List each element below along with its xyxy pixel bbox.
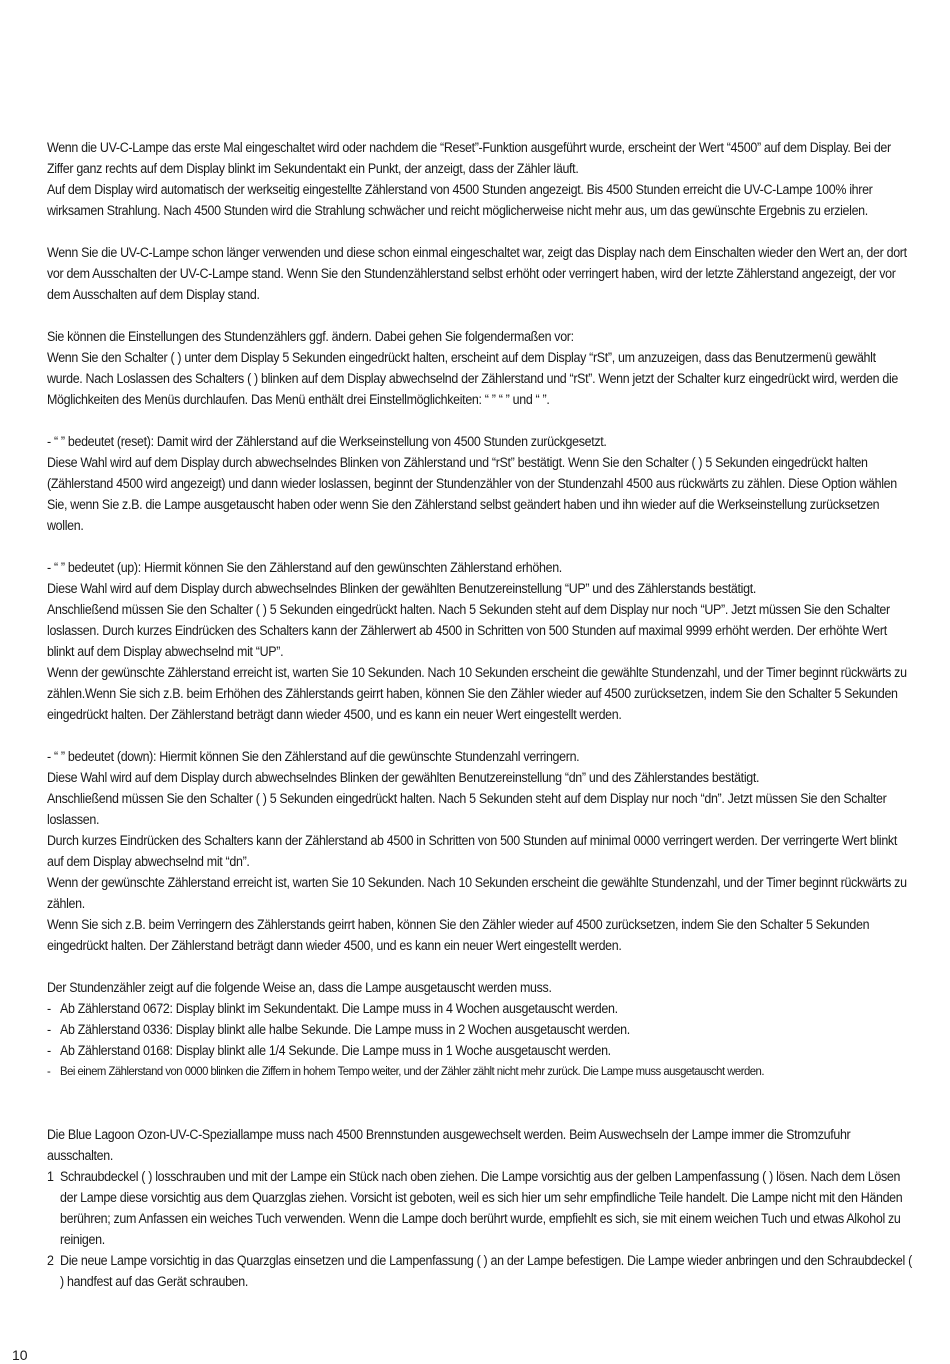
list-item-text: Bei einem Zählerstand von 0000 blinken die Ziffern in hohem Tempo weiter, und der Zähler zählt nicht mehr zurück. Die Lampe muss ausgetauscht werden.	[60, 1064, 765, 1078]
up-body-3: Wenn der gewünschte Zählerstand erreicht ist, warten Sie 10 Sekunden. Nach 10 Sekunden erscheint die gewählte Stundenzahl, und der Timer beginnt rückwärts zu zählen.Wenn Sie sich z.B. beim Erhöhen des Zählerstands geirrt haben, können Sie den Zähler wieder auf 4500 zurücksetzen, indem Sie den Schalter 5 Sekunden eingedrückt halten. Der Zählerstand beträgt dann wieder 4500, und es kann ein neuer Wert eingestellt werden.	[47, 665, 907, 722]
step-text: Die neue Lampe vorsichtig in das Quarzglas einsetzen und die Lampenfassung ( ) an der Lampe befestigen. Die Lampe wieder anbringen und den Schraubdeckel ( ) handfest auf das Gerät schrauben.	[60, 1253, 912, 1289]
lamp-change-steps	[47, 1166, 913, 1292]
down-body-4: Wenn der gewünschte Zählerstand erreicht ist, warten Sie 10 Sekunden. Nach 10 Sekunden erscheint die gewählte Stundenzahl, und der Timer beginnt rückwärts zu zählen.	[47, 875, 907, 911]
settings-paragraph-1: Sie können die Einstellungen des Stundenzählers ggf. ändern. Dabei gehen Sie folgendermaßen vor:	[47, 329, 574, 344]
list-item-text: Ab Zählerstand 0672: Display blinkt im Sekundentakt. Die Lampe muss in 4 Wochen ausgetauscht werden.	[60, 1001, 618, 1016]
replace-indicator-intro: Der Stundenzähler zeigt auf die folgende Weise an, dass die Lampe ausgetauscht werden muss.	[47, 980, 552, 995]
step-number: 1	[47, 1169, 54, 1184]
list-item-text: Ab Zählerstand 0336: Display blinkt alle halbe Sekunde. Die Lampe muss in 2 Wochen ausgetauscht werden.	[60, 1022, 630, 1037]
down-body-5: Wenn Sie sich z.B. beim Verringern des Zählerstands geirrt haben, können Sie den Zähler wieder auf 4500 zurücksetzen, indem Sie den Schalter 5 Sekunden eingedrückt halten. Der Zählerstand beträgt dann wieder 4500, und es kann ein neuer Wert eingestellt werden.	[47, 917, 870, 953]
list-item-text: Ab Zählerstand 0168: Display blinkt alle 1/4 Sekunde. Die Lampe muss in 1 Woche ausgetauscht werden.	[60, 1043, 611, 1058]
list-item: - Bei einem Zählerstand von 0000 blinken die Ziffern in hohem Tempo weiter, und der Zähler zählt nicht mehr zurück. Die Lampe muss ausgetauscht werden.	[47, 1064, 765, 1078]
list-item: - Ab Zählerstand 0672: Display blinkt im Sekundentakt. Die Lampe muss in 4 Wochen ausgetauscht werden.	[47, 1001, 618, 1016]
up-title: - “ ” bedeutet (up): Hiermit können Sie den Zählerstand auf den gewünschten Zählerstand erhöhen.	[47, 560, 562, 575]
settings-paragraph-2: Wenn Sie den Schalter ( ) unter dem Display 5 Sekunden eingedrückt halten, erscheint auf dem Display “rSt”, um anzuzeigen, dass das Benutzermenü gewählt wurde. Nach Loslassen des Schalters ( ) blinken auf dem Display abwechselnd der Zählerstand und “rSt”. Wenn jetzt der Schalter kurz eingedrückt wird, werden die Möglichkeiten des Menüs durchlaufen. Das Menü enthält drei Einstellmöglichkeiten: “ ” “ ” und “ ”.	[47, 350, 899, 407]
list-item: - Ab Zählerstand 0168: Display blinkt alle 1/4 Sekunde. Die Lampe muss in 1 Woche ausgetauscht werden.	[47, 1043, 611, 1058]
down-title: - “ ” bedeutet (down): Hiermit können Sie den Zählerstand auf die gewünschte Stundenzahl verringern.	[47, 749, 580, 764]
up-body-1: Diese Wahl wird auf dem Display durch abwechselndes Blinken der gewählten Benutzereinstellung “UP” und des Zählerstands bestätigt.	[47, 581, 756, 596]
down-body-3: Durch kurzes Eindrücken des Schalters kann der Zählerstand ab 4500 in Schritten von 500 Stunden auf minimal 0000 verringert werden. Der verringerte Wert blinkt auf dem Display abwechselnd mit “dn”.	[47, 833, 897, 869]
replace-indicator-list	[47, 998, 913, 1082]
down-body-2: Anschließend müssen Sie den Schalter ( ) 5 Sekunden eingedrückt halten. Nach 5 Sekunden steht auf dem Display nur noch “dn”. Jetzt müssen Sie den Schalter loslassen.	[47, 791, 887, 827]
down-body-1: Diese Wahl wird auf dem Display durch abwechselndes Blinken der gewählten Benutzereinstellung “dn” und des Zählerstandes bestätigt.	[47, 770, 760, 785]
list-item: - Ab Zählerstand 0336: Display blinkt alle halbe Sekunde. Die Lampe muss in 2 Wochen ausgetauscht werden.	[47, 1022, 630, 1037]
intro-paragraph-2: Auf dem Display wird automatisch der werkseitig eingestellte Zählerstand von 4500 Stunden angezeigt. Bis 4500 Stunden erreicht die UV-C-Lampe 100% ihrer wirksamen Strahlung. Nach 4500 Stunden wird die Strahlung schwächer und reicht möglicherweise nicht mehr aus, um das gewünschte Ergebnis zu erzielen.	[47, 182, 873, 218]
intro-paragraph-1: Wenn die UV-C-Lampe das erste Mal eingeschaltet wird oder nachdem die “Reset”-Funktion ausgeführt wurde, erscheint der Wert “4500” auf dem Display. Bei der Ziffer ganz rechts auf dem Display blinkt im Sekundentakt ein Punkt, der anzeigt, dass der Zähler läuft.	[47, 140, 891, 176]
up-body-2: Anschließend müssen Sie den Schalter ( ) 5 Sekunden eingedrückt halten. Nach 5 Sekunden steht auf dem Display nur noch “UP”. Jetzt müssen Sie den Schalter loslassen. Durch kurzes Eindrücken des Schalters kann der Zählerwert ab 4500 in Schritten von 500 Stunden auf maximal 9999 erhöht werden. Der erhöhte Wert blinkt auf dem Display abwechselnd mit “UP”.	[47, 602, 890, 659]
page-number: 10	[12, 1347, 28, 1363]
step-text: Schraubdeckel ( ) losschrauben und mit der Lampe ein Stück nach oben ziehen. Die Lampe vorsichtig aus der gelben Lampenfassung ( ) lösen. Nach dem Lösen der Lampe diese vorsichtig aus dem Quarzglas ziehen. Vorsicht ist geboten, weil es sich hier um sehr empfindliche Teile handelt. Die Lampe nicht mit den Händen berühren; zum Anfassen ein weiches Tuch verwenden. Wenn die Lampe doch berührt wurde, empfiehlt es sich, sie mit einem weichen Tuch und etwas Alkohol zu reinigen.	[60, 1169, 903, 1247]
list-item	[47, 1166, 913, 1250]
lamp-change-intro: Die Blue Lagoon Ozon-UV-C-Speziallampe muss nach 4500 Brennstunden ausgewechselt werden. Beim Auswechseln der Lampe immer die Stromzufuhr ausschalten.	[47, 1127, 851, 1163]
step-number: 2	[47, 1253, 54, 1268]
reset-title: - “ ” bedeutet (reset): Damit wird der Zählerstand auf die Werkseinstellung von 4500 Stunden zurückgesetzt.	[47, 434, 607, 449]
intro-paragraph-3: Wenn Sie die UV-C-Lampe schon länger verwenden und diese schon einmal eingeschaltet war, zeigt das Display nach dem Einschalten wieder den Wert an, der dort vor dem Ausschalten der UV-C-Lampe stand. Wenn Sie den Stundenzählerstand selbst erhöht oder verringert haben, wird der letzte Zählerstand angezeigt, der vor dem Ausschalten auf dem Display stand.	[47, 245, 907, 302]
list-item	[47, 1250, 913, 1292]
reset-body: Diese Wahl wird auf dem Display durch abwechselndes Blinken von Zählerstand und “rSt” bestätigt. Wenn Sie den Schalter ( ) 5 Sekunden eingedrückt halten (Zählerstand 4500 wird angezeigt) und dann wieder loslassen, beginnt der Stundenzähler von der Stundenzahl 4500 aus rückwärts zu zählen. Diese Option wählen Sie, wenn Sie z.B. die Lampe ausgetauscht haben oder wenn Sie den Zählerstand selbst geändert haben und ihn wieder auf die Werkseinstellung zurücksetzen wollen.	[47, 455, 897, 533]
page-content	[47, 137, 913, 1292]
